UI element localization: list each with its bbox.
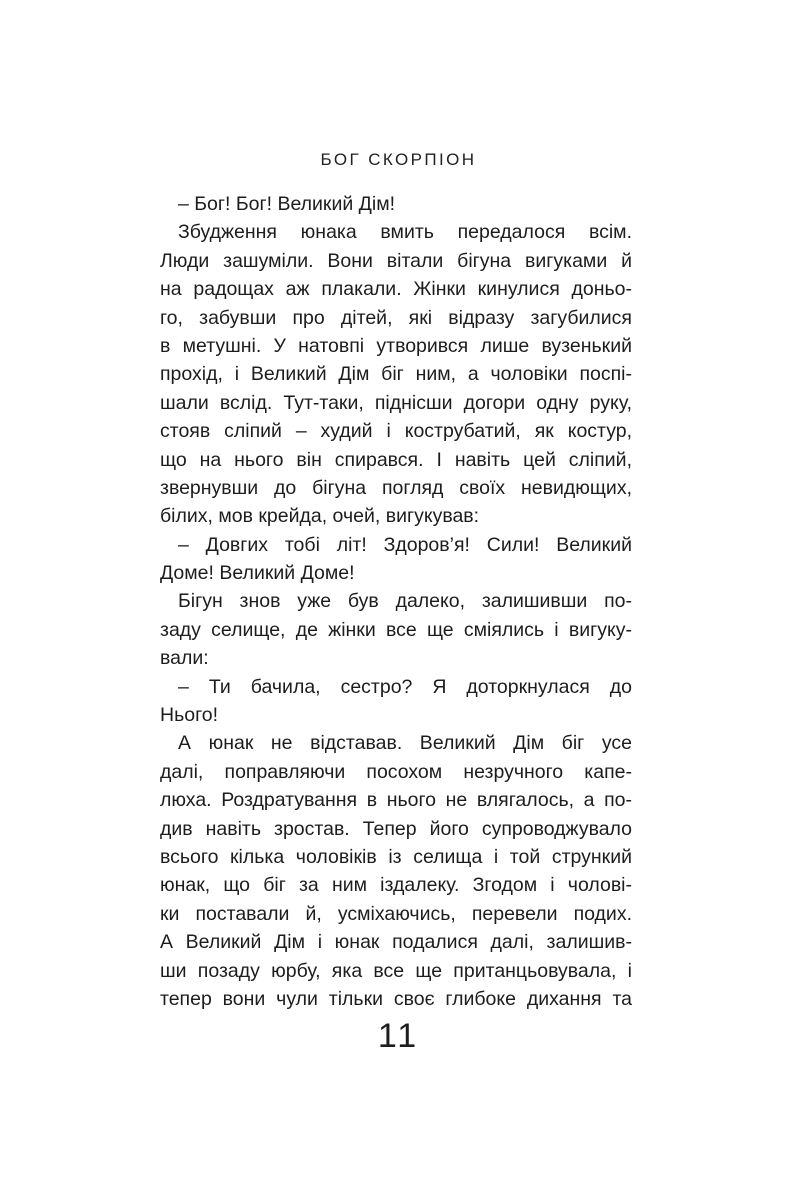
text-line: люха. Роздратування в нього не влягалось, а по- — [160, 789, 632, 812]
text-line: го, забувши про дітей, які відразу загубилися — [160, 306, 632, 329]
text-line: Збудження юнака вмить передалося всім. — [178, 221, 632, 244]
text-line: А Великий Дім і юнак подалися далі, залишив- — [160, 931, 632, 954]
text-line: на радощах аж плакали. Жінки кинулися доньо- — [160, 278, 632, 301]
text-line: вали: — [160, 647, 209, 670]
text-line: тепер вони чули тільки своє глибоке дихання та — [160, 987, 632, 1010]
text-line: А юнак не відставав. Великий Дім біг усе — [178, 732, 632, 755]
text-line: прохід, і Великий Дім біг ним, а чоловіки поспі- — [160, 363, 632, 386]
text-line: шали вслід. Тут-таки, піднісши догори одну руку, — [160, 391, 632, 414]
text-line: стояв сліпий – худий і кострубатий, як костур, — [160, 420, 632, 443]
text-line: Бігун знов уже був далеко, залишивши по- — [178, 590, 632, 613]
text-line: заду селище, де жінки все ще сміялись і вигуку- — [160, 618, 632, 641]
text-line: в метушні. У натовпі утворився лише вузенький — [160, 334, 632, 357]
text-line: Нього! — [160, 704, 219, 727]
text-line: ши позаду юрбу, яка все ще пританцьовувала, і — [160, 959, 632, 982]
text-line: білих, мов крейда, очей, вигукував: — [160, 505, 480, 528]
text-line: – Бог! Бог! Великий Дім! — [178, 193, 396, 215]
text-line: Люди зашуміли. Вони вітали бігуна вигуками й — [160, 249, 632, 272]
text-line: що на нього він спирався. І навіть цей сліпий, — [160, 448, 632, 471]
text-line: далі, поправляючи посохом незручного капе- — [160, 760, 632, 783]
text-line: Доме! Великий Доме! — [160, 562, 355, 585]
text-line: див навіть зростав. Тепер його супроводжувало — [160, 817, 632, 840]
body-text — [160, 190, 632, 1013]
page-number: 11 — [377, 1017, 420, 1055]
text-line: всього кілька чоловіків із селища і той стрункий — [160, 845, 632, 868]
text-line: ки поставали й, усміхаючись, перевели подих. — [160, 902, 632, 925]
text-line: – Ти бачила, сестро? Я доторкнулася до — [178, 675, 632, 698]
text-line: – Довгих тобі літ! Здоров’я! Сили! Великий — [178, 533, 632, 556]
running-head: БОГ СКОРПІОН — [320, 150, 477, 169]
text-line: звернувши до бігуна погляд своїх невидющих, — [160, 476, 632, 499]
text-line: юнак, що біг за ним іздалеку. Згодом і чолові- — [160, 874, 632, 897]
